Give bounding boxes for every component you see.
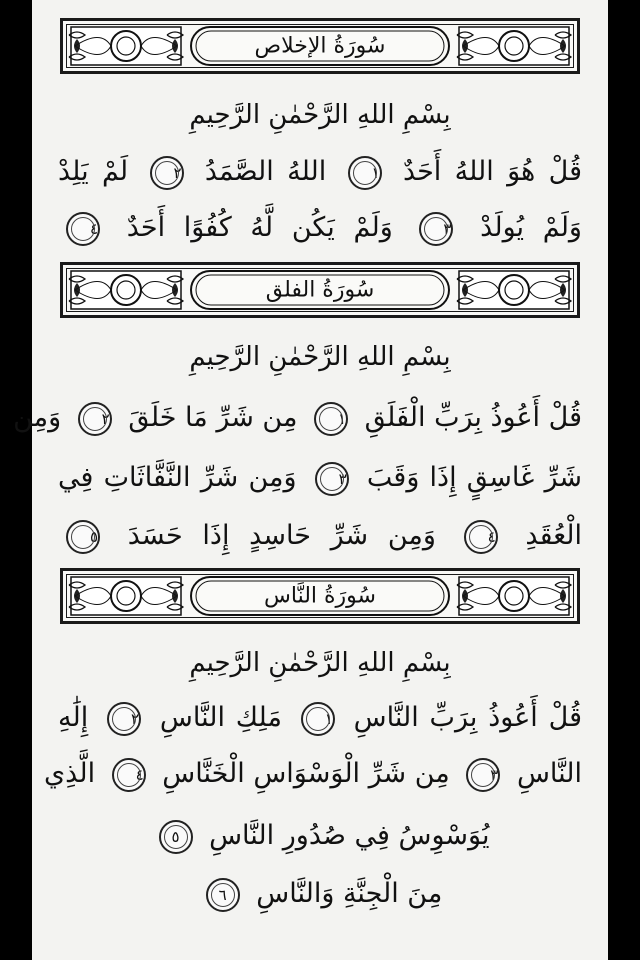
verse-text: الَّذِي [44, 758, 96, 789]
verse-text: الْعُقَدِ [525, 520, 582, 551]
verse-text: النَّاسِ [516, 758, 582, 789]
verse-text: مِن شَرِّ الْوَسْوَاسِ الْخَنَّاسِ [162, 758, 450, 789]
verse-text: مِن شَرِّ مَا خَلَقَ [128, 402, 298, 433]
ayah-number-marker: ٤ [112, 758, 146, 792]
verse-line [58, 696, 582, 740]
bismillah: بِسْمِ اللهِ الرَّحْمٰنِ الرَّحِيمِ [189, 648, 451, 678]
surah-header-falaq [60, 262, 580, 318]
ayah-number-marker: ٣ [419, 212, 453, 246]
verse-text: قُلْ هُوَ اللهُ أَحَدٌ [402, 156, 582, 187]
ayah-number-marker: ٤ [464, 520, 498, 554]
ayah-number-marker: ٢ [107, 702, 141, 736]
surah-title: سُورَةُ الفلق [265, 277, 375, 303]
ayah-number-marker: ١ [301, 702, 335, 736]
verse-text: وَمِن شَرِّ النَّفَّاثَاتِ فِي [58, 462, 297, 493]
surah-header-ikhlas [60, 18, 580, 74]
ayah-number-marker: ٥ [159, 820, 193, 854]
verse-line [58, 872, 582, 916]
verse-text: قُلْ أَعُوذُ بِرَبِّ النَّاسِ [353, 702, 582, 733]
verse-text: قُلْ أَعُوذُ بِرَبِّ الْفَلَقِ [364, 402, 582, 433]
ayah-number-marker: ٣ [315, 462, 349, 496]
verse-text: وَلَمْ يَكُن لَّهُ كُفُوًا أَحَدٌ [126, 212, 393, 243]
surah-header-nas [60, 568, 580, 624]
verse-text: وَلَمْ يُولَدْ [480, 212, 582, 243]
verse-line [58, 206, 582, 250]
verse-text: شَرِّ غَاسِقٍ إِذَا وَقَبَ [366, 462, 582, 493]
verse-text: يُوَسْوِسُ فِي صُدُورِ النَّاسِ [209, 820, 490, 851]
verse-text: إِلَٰهِ [58, 702, 89, 733]
verse-text: اللهُ الصَّمَدُ [204, 156, 327, 187]
ayah-number-marker: ٢ [78, 402, 112, 436]
verse-line [44, 752, 582, 796]
ayah-number-marker: ١ [314, 402, 348, 436]
verse-text: مِنَ الْجِنَّةِ وَالنَّاسِ [256, 878, 443, 909]
verse-text: لَمْ يَلِدْ [58, 156, 129, 187]
verse-text: وَمِن شَرِّ حَاسِدٍ إِذَا حَسَدَ [127, 520, 436, 551]
bismillah: بِسْمِ اللهِ الرَّحْمٰنِ الرَّحِيمِ [189, 100, 451, 130]
verse-line [58, 150, 582, 194]
ayah-number-marker: ٢ [150, 156, 184, 190]
verse-line [13, 396, 582, 440]
bismillah: بِسْمِ اللهِ الرَّحْمٰنِ الرَّحِيمِ [189, 342, 451, 372]
surah-title: سُورَةُ الإخلاص [254, 33, 386, 59]
verse-text: مَلِكِ النَّاسِ [159, 702, 282, 733]
verse-line [58, 456, 582, 500]
ayah-number-marker: ٤ [66, 212, 100, 246]
quran-page [13, 0, 608, 960]
verse-text: وَمِن [13, 402, 62, 433]
verse-line [58, 814, 582, 858]
verse-line [58, 514, 582, 558]
ayah-number-marker: ٣ [466, 758, 500, 792]
ayah-number-marker: ١ [348, 156, 382, 190]
ayah-number-marker: ٦ [206, 878, 240, 912]
ayah-number-marker: ٥ [66, 520, 100, 554]
surah-title: سُورَةُ النَّاس [264, 583, 376, 609]
